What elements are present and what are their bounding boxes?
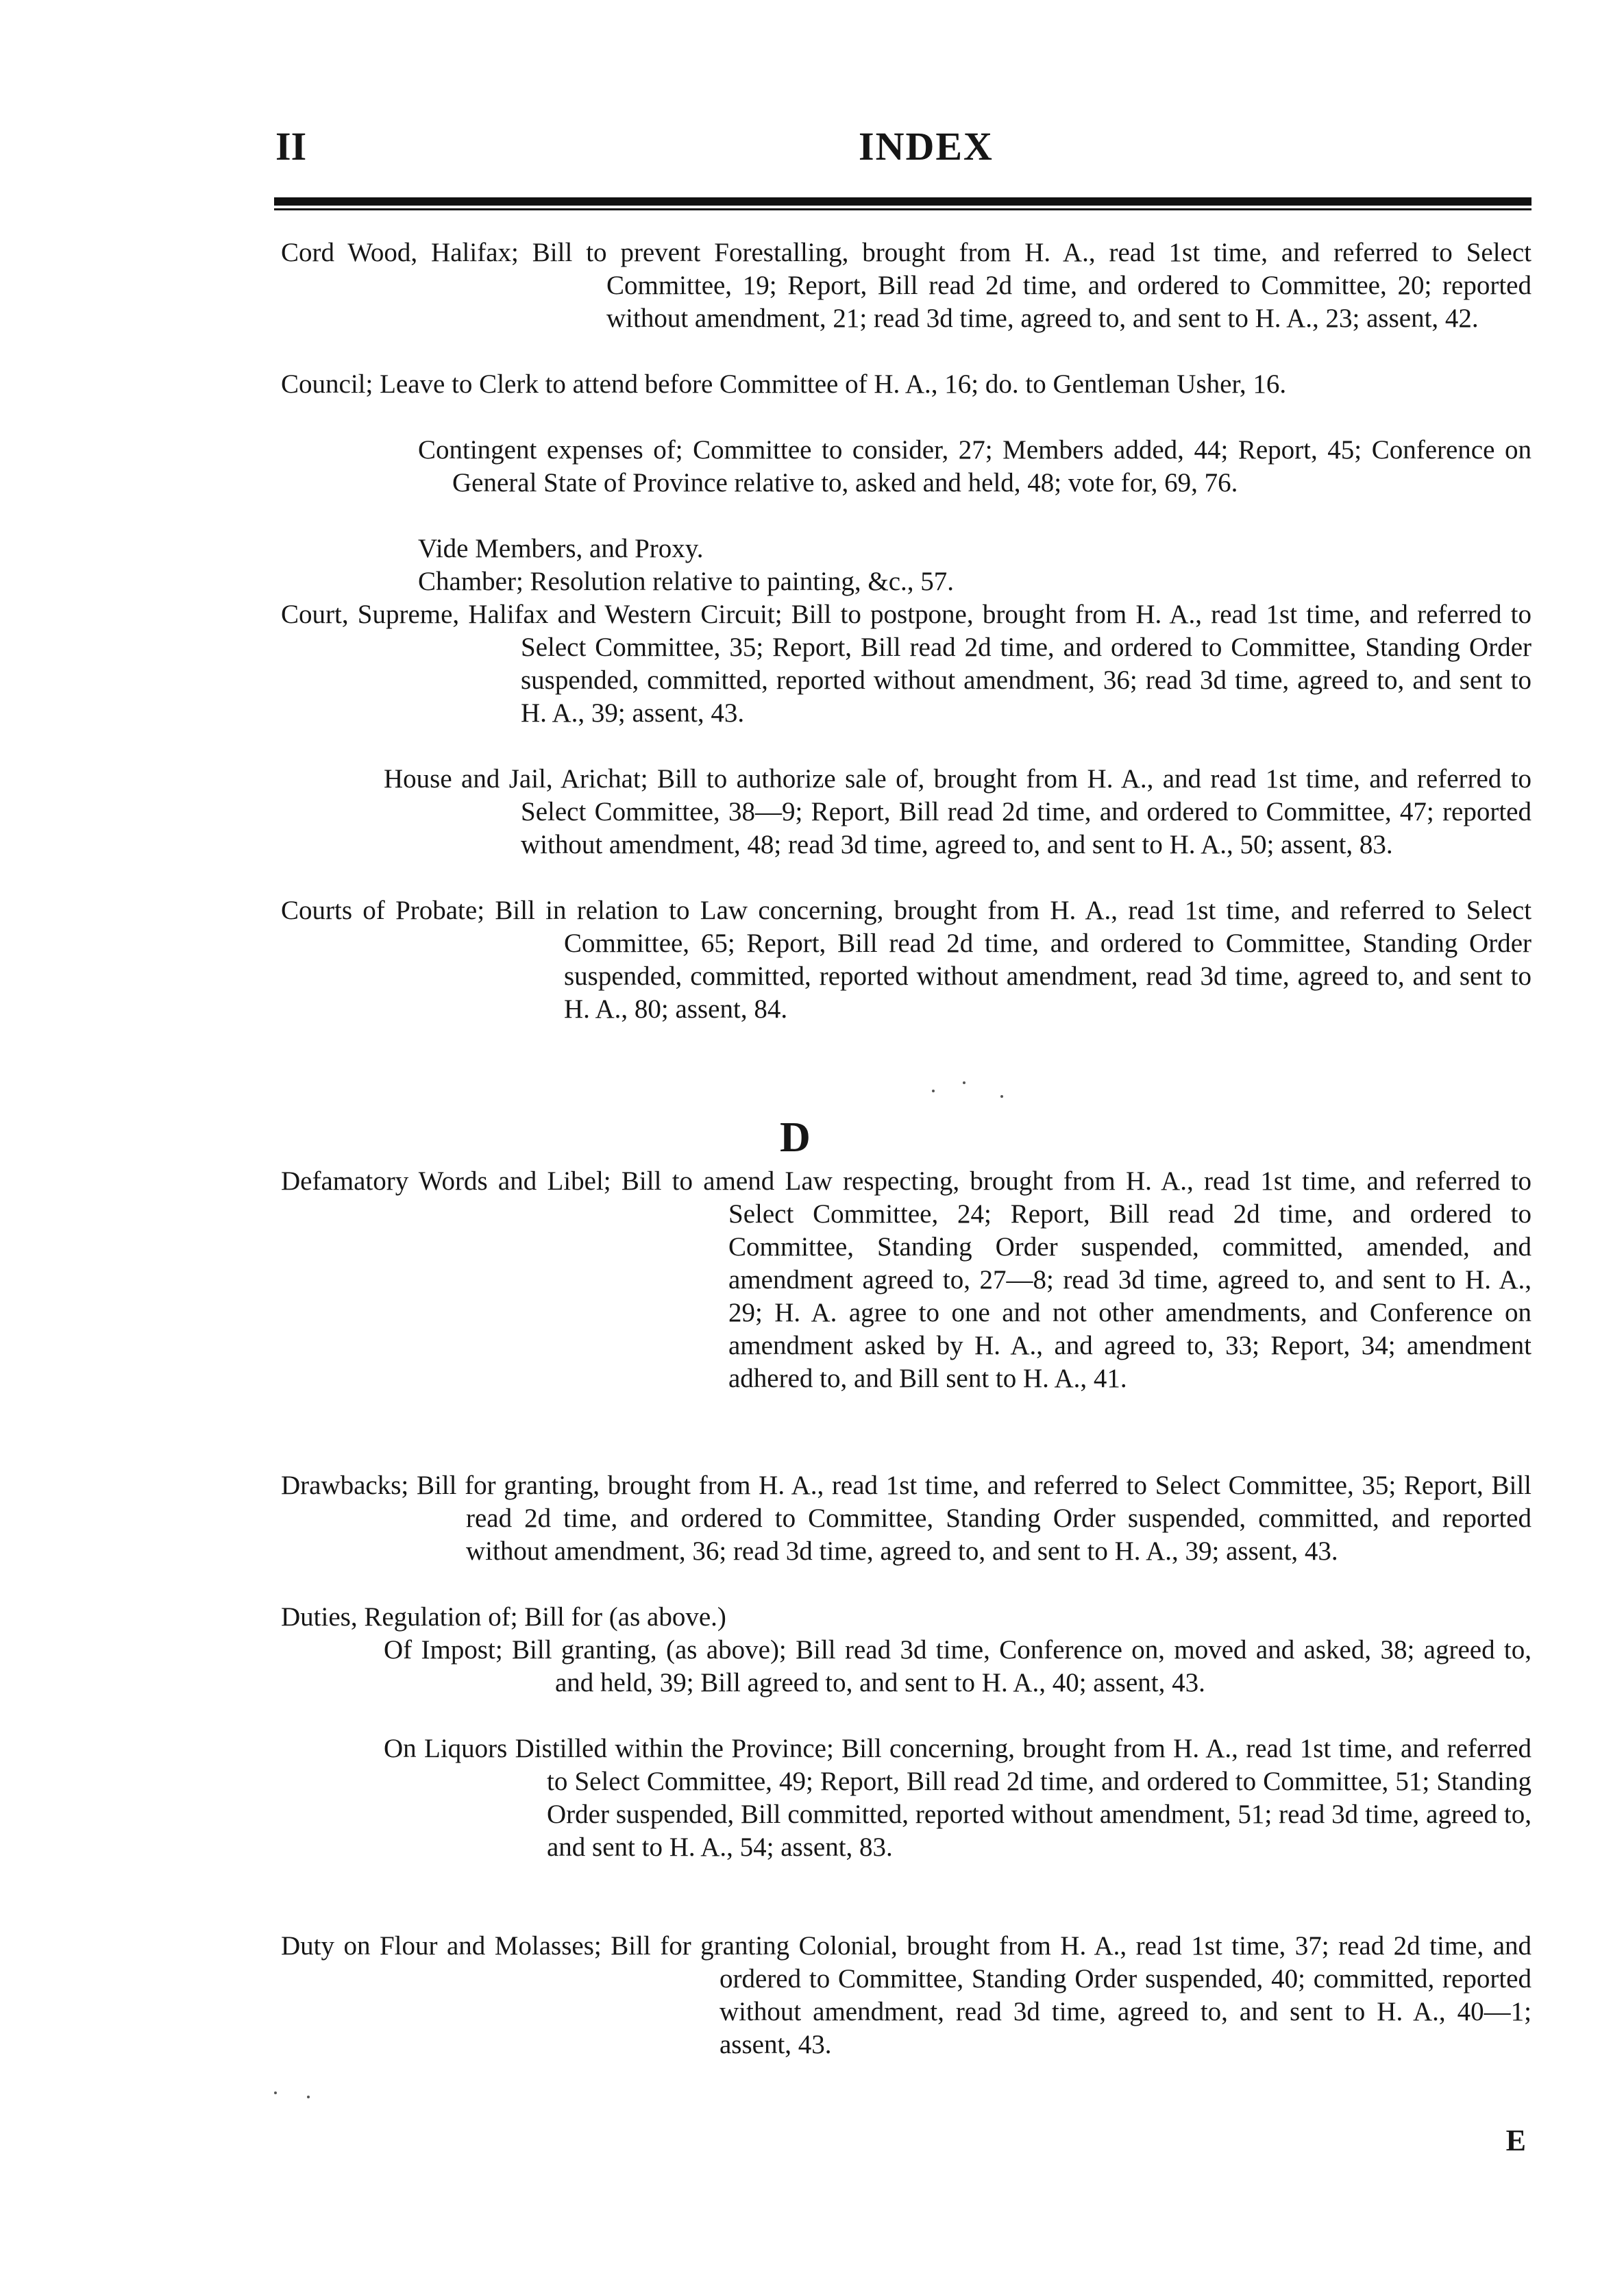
index-entry [384,763,1531,861]
entry-text: Bill for granting Colonial, brought from H. A., read 1st time, 37; read 2d time, and ordered to Committee, Standing Order suspended, 40; committed, reported without amendment, read 3d time, agreed to, and sent to H. A., 40—1; assent, 43. [611,1931,1532,2059]
entry-heading: Duty on Flour and Molasses; [281,1931,602,1961]
index-entry [418,434,1531,500]
entry-heading: Duties, Regulation of; [281,1602,518,1632]
index-entry [281,368,1531,401]
index-entry [281,1601,1531,1634]
index-entry [384,1634,1531,1700]
running-header [0,123,1624,185]
entry-text: Bill to prevent Forestalling, brought from H. A., read 1st time, and referred to Select Committee, 19; Report, Bill read 2d time, and ordered to Committee, 20; reported without amendment, 21; read 3d time, agreed to, and sent to H. A., 23; assent, 42. [532,238,1531,333]
index-entry [281,1165,1531,1395]
scan-speck [1000,1095,1003,1098]
entry-text: Bill granting, (as above); Bill read 3d time, Conference on, moved and asked, 38; agreed to, and held, 39; Bill agreed to, and sent to H. A., 40; assent, 43. [512,1635,1532,1697]
entry-text: Committee to consider, 27; Members added, 44; Report, 45; Conference on General State of Province relative to, asked and held, 48; vote for, 69, 76. [452,435,1531,498]
entry-heading: Council; [281,369,373,399]
entry-text: Vide Members, and Proxy. [418,534,704,563]
header-rule-thick [274,197,1531,206]
scan-speck [307,2096,310,2098]
index-entry [384,1732,1531,1864]
entry-heading: Cord Wood, Halifax; [281,238,519,267]
entry-heading: Defamatory Words and Libel; [281,1166,611,1196]
index-entry [418,565,1531,598]
index-entry [418,532,1531,565]
entry-text: Bill to authorize sale of, brought from H. A., and read 1st time, and referred to Select Committee, 38—9; Report, Bill read 2d time, and ordered to Committee, 47; reported without amendment, 48; read 3d time, agreed to, and sent to H. A., 50; assent, 83. [521,764,1531,859]
header-rule-thin [274,208,1531,210]
entry-heading: On Liquors Distilled within the Province; [384,1734,834,1763]
entry-text: Resolution relative to painting, &c., 57. [530,567,955,596]
entry-heading: Courts of Probate; [281,896,485,925]
page-title: INDEX [859,124,994,169]
entry-text: Bill in relation to Law concerning, brought from H. A., read 1st time, and referred to Select Committee, 65; Report, Bill read 2d time, and ordered to Committee, Standing Order suspended, committed, reported without amendment, read 3d time, agreed to, and sent to H. A., 80; assent, 84. [495,896,1532,1024]
page-number: II [275,124,307,169]
entry-text: Bill to postpone, brought from H. A., read 1st time, and referred to Select Committee, 35; Report, Bill read 2d time, and ordered to Committee, Standing Order suspended, committed, reported without amendment, 36; read 3d time, agreed to, and sent to H. A., 39; assent, 43. [521,600,1532,728]
entry-heading: Drawbacks; [281,1471,409,1500]
entry-text: Bill concerning, brought from H. A., read 1st time, and referred to Select Committee, 49; Report, Bill read 2d time, and ordered to Committee, 51; Standing Order suspended, Bill committed, reported without amendment, 51; read 3d time, agreed to, and sent to H. A., 54; assent, 83. [547,1734,1531,1862]
entry-text: Leave to Clerk to attend before Committee of H. A., 16; do. to Gentleman Usher, 16. [380,369,1287,399]
entry-heading: House and Jail, Arichat; [384,764,648,794]
index-entry [281,894,1531,1026]
entry-heading: Of Impost; [384,1635,503,1665]
entry-text: Bill for (as above.) [524,1602,726,1632]
entry-heading: Court, Supreme, Halifax and Western Circuit; [281,600,783,629]
scan-speck [274,2091,277,2094]
section-letter: D [780,1114,811,1161]
entry-text: Bill to amend Law respecting, brought from H. A., read 1st time, and referred to Select Committee, 24; Report, Bill read 2d time, and ordered to Committee, Standing Order suspended, committed, amended, and amendment agreed to, 27—8; read 3d time, agreed to, and sent to H. A., 29; H. A. agree to one and not other amendments, and Conference on amendment asked by H. A., and agreed to, 33; Report, 34; amendment adhered to, and Bill sent to H. A., 41. [621,1166,1531,1393]
entry-heading: Contingent expenses of; [418,435,683,465]
catchword: E [1505,2124,1526,2157]
index-entry [281,598,1531,730]
scan-speck [932,1090,935,1092]
index-entry [281,1930,1531,2061]
entry-heading: Chamber; [418,567,524,596]
index-entry [281,1469,1531,1568]
index-entry [281,236,1531,335]
scan-speck [963,1081,965,1084]
entry-text: Bill for granting, brought from H. A., read 1st time, and referred to Select Committee, 35; Report, Bill read 2d time, and ordered to Committee, Standing Order suspended, committed, and reported without amendment, 36; read 3d time, agreed to, and sent to H. A., 39; assent, 43. [416,1471,1532,1566]
